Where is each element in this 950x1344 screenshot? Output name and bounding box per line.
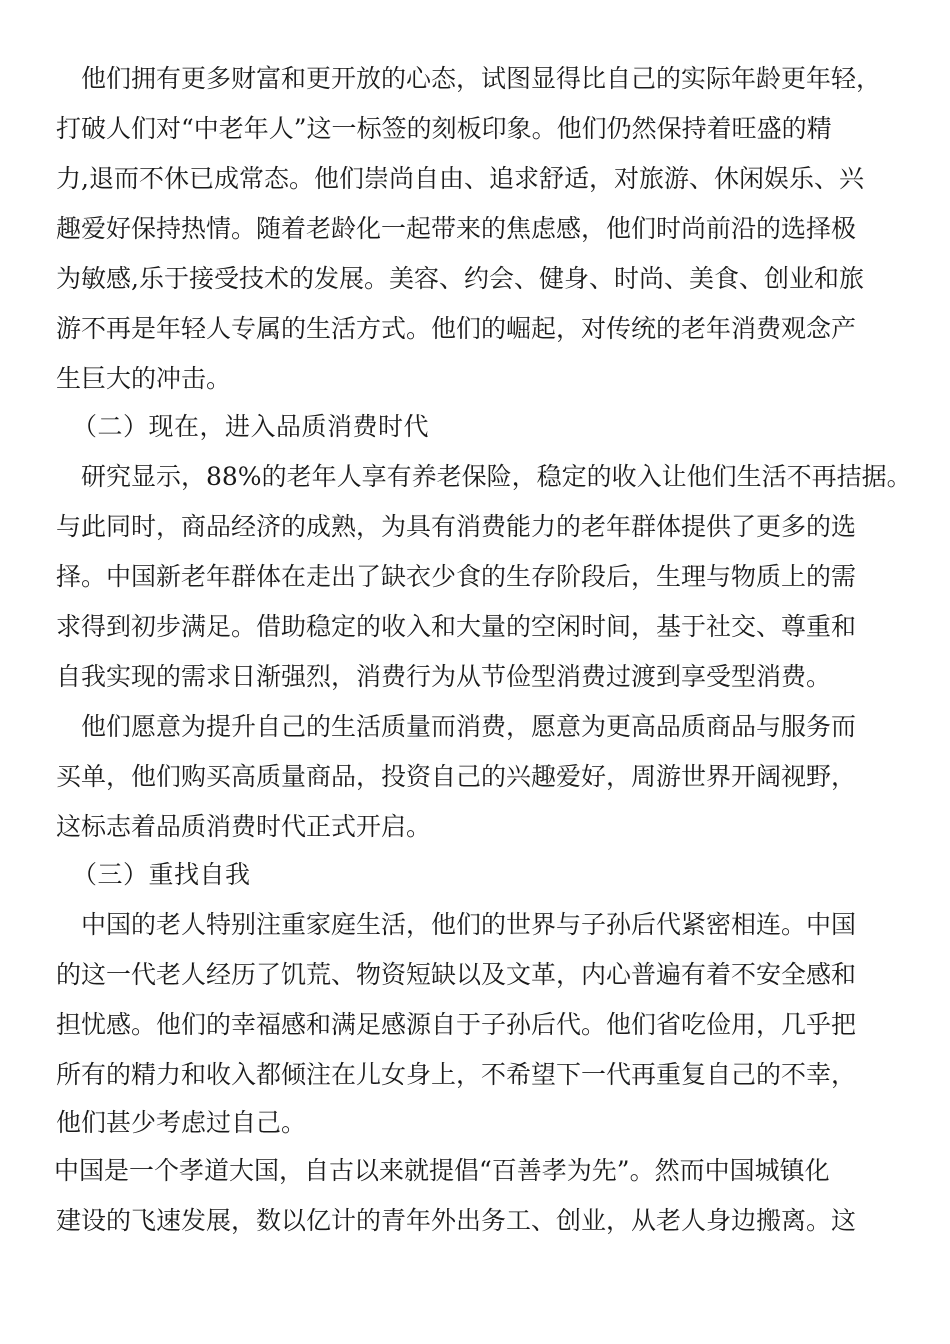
section-heading-3: （三）重找自我 <box>72 860 251 889</box>
text-line-6: 游不再是年轻人专属的生活方式。他们的崛起，对传统的老年消费观念产 <box>56 314 857 343</box>
text-line-2: 打破人们对“中老年人”这一标签的刻板印象。他们仍然保持着旺盛的精 <box>56 114 832 143</box>
text-line-14: 他们愿意为提升自己的生活质量而消费，愿意为更高品质商品与服务而 <box>56 712 857 741</box>
text-line-12: 求得到初步满足。借助稳定的收入和大量的空闲时间，基于社交、尊重和 <box>56 612 857 641</box>
text-line-19: 的这一代老人经历了饥荒、物资短缺以及文革，内心普遍有着不安全感和 <box>56 960 857 989</box>
text-line-21: 所有的精力和收入都倾注在儿女身上，不希望下一代再重复自己的不幸， <box>56 1060 857 1089</box>
text-line-3: 力,退而不休已成常态。他们崇尚自由、追求舒适，对旅游、休闲娱乐、兴 <box>56 164 864 193</box>
text-line-23: 中国是一个孝道大国，自古以来就提倡“百善孝为先”。然而中国城镇化 <box>54 1156 830 1185</box>
text-line-16: 这标志着品质消费时代正式开启。 <box>56 812 432 841</box>
text-line-5: 为敏感,乐于接受技术的发展。美容、约会、健身、时尚、美食、创业和旅 <box>56 264 864 293</box>
text-line-11: 择。中国新老年群体在走出了缺衣少食的生存阶段后，生理与物质上的需 <box>56 562 857 591</box>
section-heading-2: （二）现在，进入品质消费时代 <box>72 412 430 441</box>
text-line-22: 他们甚少考虑过自己。 <box>56 1108 307 1137</box>
text-line-18: 中国的老人特别注重家庭生活，他们的世界与子孙后代紧密相连。中国 <box>56 910 857 939</box>
text-line-4: 趣爱好保持热情。随着老龄化一起带来的焦虑感，他们时尚前沿的选择极 <box>56 214 857 243</box>
text-line-13: 自我实现的需求日渐强烈，消费行为从节俭型消费过渡到享受型消费。 <box>56 662 832 691</box>
text-line-1: 他们拥有更多财富和更开放的心态，试图显得比自己的实际年龄更年轻， <box>56 64 882 93</box>
text-line-7: 生巨大的冲击。 <box>56 364 232 393</box>
text-line-10: 与此同时，商品经济的成熟，为具有消费能力的老年群体提供了更多的选 <box>56 512 857 541</box>
text-line-15: 买单，他们购买高质量商品，投资自己的兴趣爱好，周游世界开阔视野， <box>56 762 857 791</box>
text-line-20: 担忧感。他们的幸福感和满足感源自于子孙后代。他们省吃俭用，几乎把 <box>56 1010 857 1039</box>
text-line-24: 建设的飞速发展，数以亿计的青年外出务工、创业，从老人身边搬离。这 <box>56 1206 857 1235</box>
text-line-9: 研究显示，88%的老年人享有养老保险，稳定的收入让他们生活不再拮据。 <box>56 462 912 491</box>
